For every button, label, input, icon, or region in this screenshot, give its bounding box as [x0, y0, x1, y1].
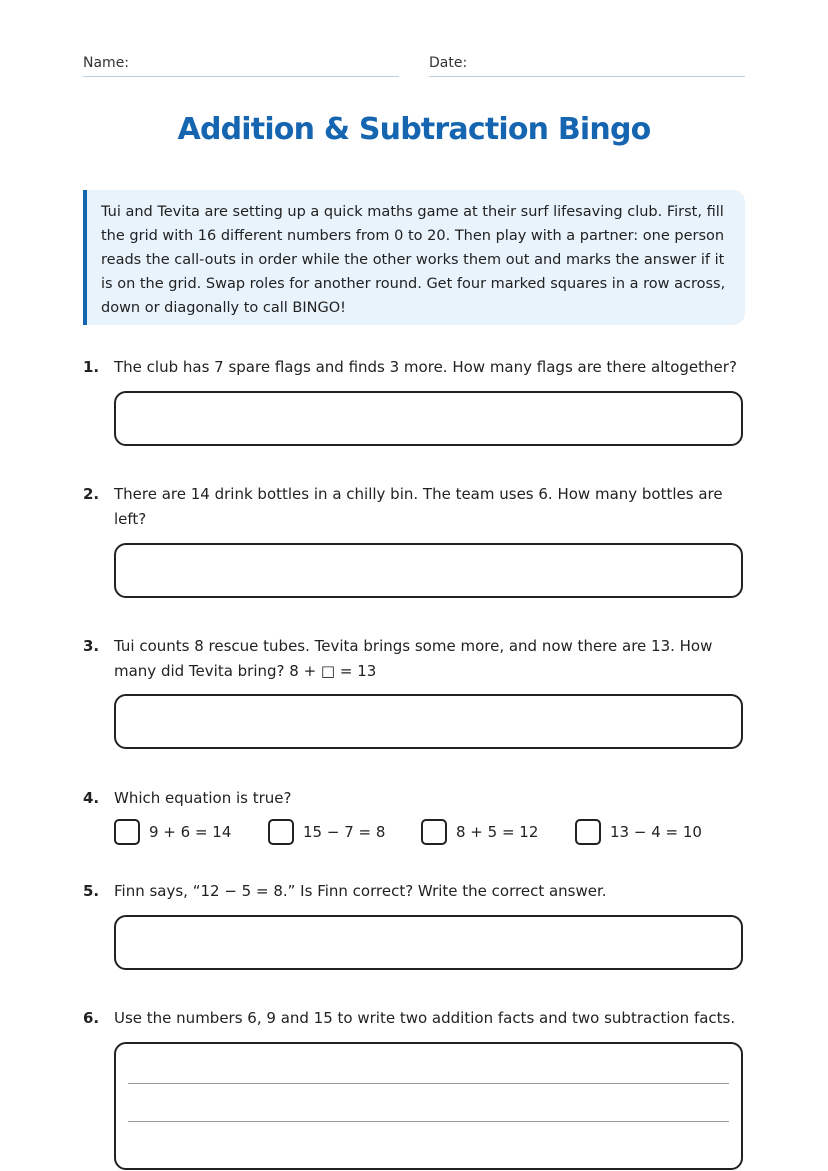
question-text: There are 14 drink bottles in a chilly bin. The team uses 6. How many bottles are left? — [114, 485, 723, 528]
checkbox[interactable] — [575, 819, 601, 845]
answer-box-1[interactable] — [114, 391, 743, 446]
answer-choices — [114, 819, 745, 847]
writing-line — [128, 1121, 729, 1122]
answer-box-3[interactable] — [114, 694, 743, 749]
question-number: 6. — [83, 1009, 100, 1027]
question-number: 2. — [83, 485, 100, 503]
date-field[interactable] — [429, 52, 745, 77]
answer-box-5[interactable] — [114, 915, 743, 970]
question-number: 5. — [83, 882, 100, 900]
question-text: Finn says, “12 − 5 = 8.” Is Finn correct? Write the correct answer. — [114, 882, 607, 900]
question-text: Tui counts 8 rescue tubes. Tevita brings some more, and now there are 13. How many did Tevita bring? 8 + □ = 13 — [114, 637, 713, 680]
question-number: 3. — [83, 637, 100, 655]
question-number: 4. — [83, 789, 100, 807]
name-label: Name: — [83, 55, 130, 71]
checkbox[interactable] — [421, 819, 447, 845]
answer-box-2[interactable] — [114, 543, 743, 598]
intro-callout: Tui and Tevita are setting up a quick maths game at their surf lifesaving club. First, fill the grid with 16 different numbers from 0 to 20. Then play with a partner: one person reads the call-outs in order while the other works them out and marks the answer if it is on the grid. Swap roles for another round. Get four marked squares in a row across, down or diagonally to call BINGO! — [83, 190, 745, 325]
checkbox[interactable] — [268, 819, 294, 845]
question-text: Which equation is true? — [114, 789, 292, 807]
question-number: 1. — [83, 358, 100, 376]
choice-label: 13 − 4 = 10 — [610, 823, 702, 841]
page-title: Addition & Subtraction Bingo — [177, 112, 651, 147]
choice-label: 9 + 6 = 14 — [149, 823, 232, 841]
choice-label: 15 − 7 = 8 — [303, 823, 386, 841]
question-text: Use the numbers 6, 9 and 15 to write two addition facts and two subtraction facts. — [114, 1009, 736, 1027]
name-field[interactable] — [83, 52, 399, 77]
question-text: The club has 7 spare flags and finds 3 more. How many flags are there altogether? — [114, 358, 737, 376]
date-label: Date: — [429, 55, 468, 71]
answer-box-6[interactable] — [114, 1042, 743, 1170]
checkbox[interactable] — [114, 819, 140, 845]
choice-label: 8 + 5 = 12 — [456, 823, 539, 841]
writing-line — [128, 1083, 729, 1084]
header-fields — [83, 52, 745, 78]
